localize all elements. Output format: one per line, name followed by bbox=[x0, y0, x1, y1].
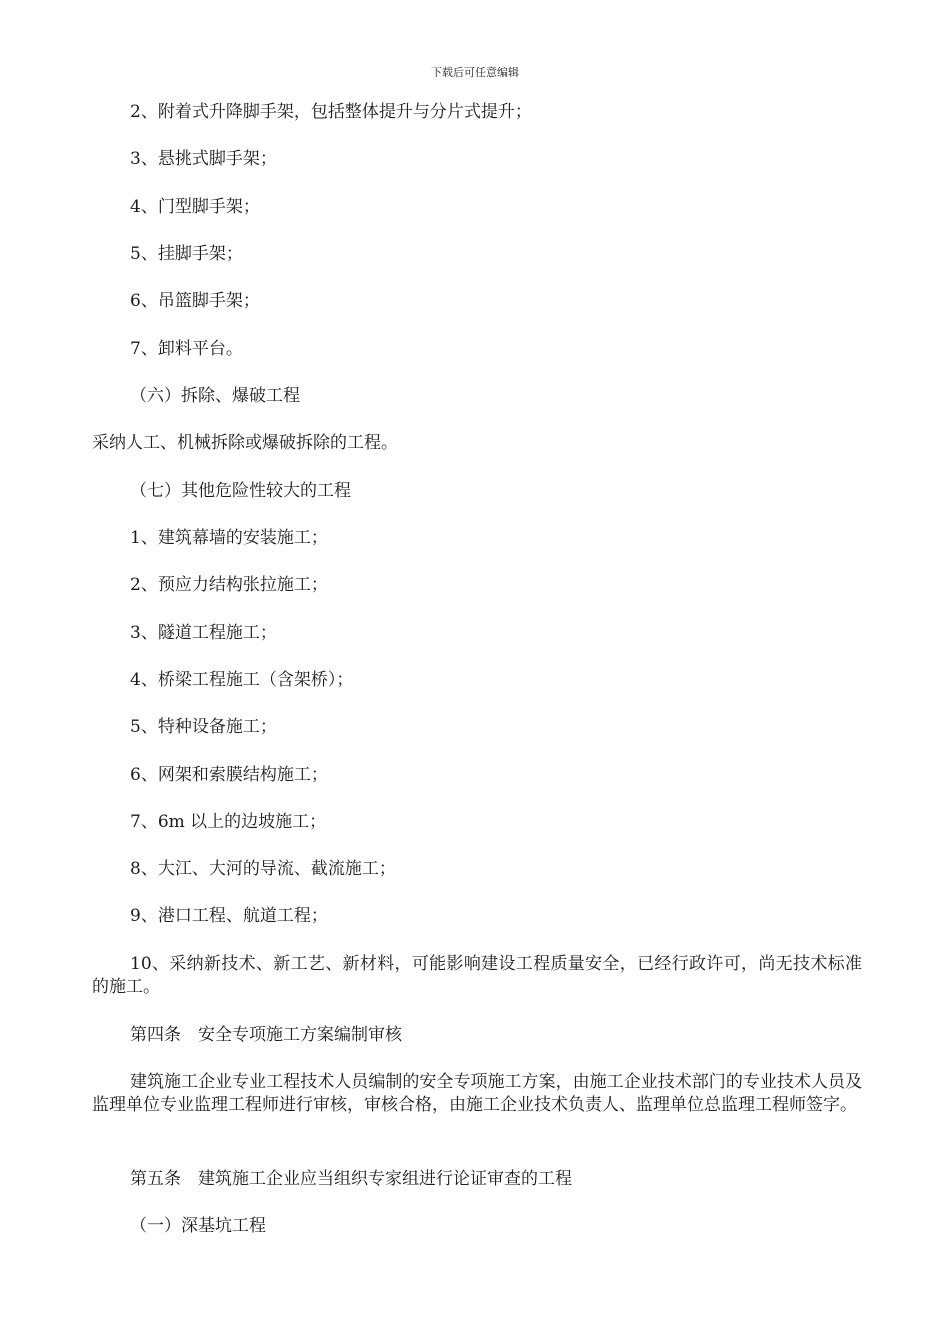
article-5-subheading: （一）深基坑工程 bbox=[130, 1216, 266, 1236]
list-item-scaffold-attached: 2、附着式升降脚手架，包括整体提升与分片式提升； bbox=[130, 102, 532, 122]
list-item-scaffold-hanging: 5、挂脚手架； bbox=[130, 244, 243, 264]
section-heading-demolition: （六）拆除、爆破工程 bbox=[130, 386, 300, 406]
list-item-scaffold-door: 4、门型脚手架； bbox=[130, 197, 260, 217]
section-heading-other: （七）其他危险性较大的工程 bbox=[130, 481, 351, 501]
list-item-new-technology: 10、采纳新技术、新工艺、新材料，可能影响建设工程质量安全，已经行政许可，尚无技术标准的施工。 bbox=[92, 954, 862, 997]
list-item-tunnel: 3、隧道工程施工； bbox=[130, 623, 277, 643]
list-item-curtain-wall: 1、建筑幕墙的安装施工； bbox=[130, 528, 328, 548]
list-item-bridge: 4、桥梁工程施工（含架桥）； bbox=[130, 670, 354, 690]
article-4-body: 建筑施工企业专业工程技术人员编制的安全专项施工方案，由施工企业技术部门的专业技术人员及监理单位专业监理工程师进行审核，审核合格，由施工企业技术负责人、监理单位总监理工程师签字。 bbox=[92, 1072, 862, 1115]
list-item-unloading-platform: 7、卸料平台。 bbox=[130, 339, 243, 359]
list-item-slope: 7、6m 以上的边坡施工； bbox=[130, 812, 327, 832]
list-item-diversion: 8、大江、大河的导流、截流施工； bbox=[130, 859, 396, 879]
list-item-space-frame: 6、网架和索膜结构施工； bbox=[130, 765, 328, 785]
list-item-scaffold-basket: 6、吊篮脚手架； bbox=[130, 291, 260, 311]
list-item-prestress: 2、预应力结构张拉施工； bbox=[130, 575, 328, 595]
article-4-heading: 第四条 安全专项施工方案编制审核 bbox=[130, 1025, 402, 1045]
header-note: 下载后可任意编辑 bbox=[431, 66, 519, 79]
list-item-port: 9、港口工程、航道工程； bbox=[130, 906, 328, 926]
list-item-special-equipment: 5、特种设备施工； bbox=[130, 717, 277, 737]
demolition-description: 采纳人工、机械拆除或爆破拆除的工程。 bbox=[92, 433, 398, 453]
article-5-heading: 第五条 建筑施工企业应当组织专家组进行论证审查的工程 bbox=[130, 1169, 572, 1189]
list-item-scaffold-cantilever: 3、悬挑式脚手架； bbox=[130, 149, 277, 169]
